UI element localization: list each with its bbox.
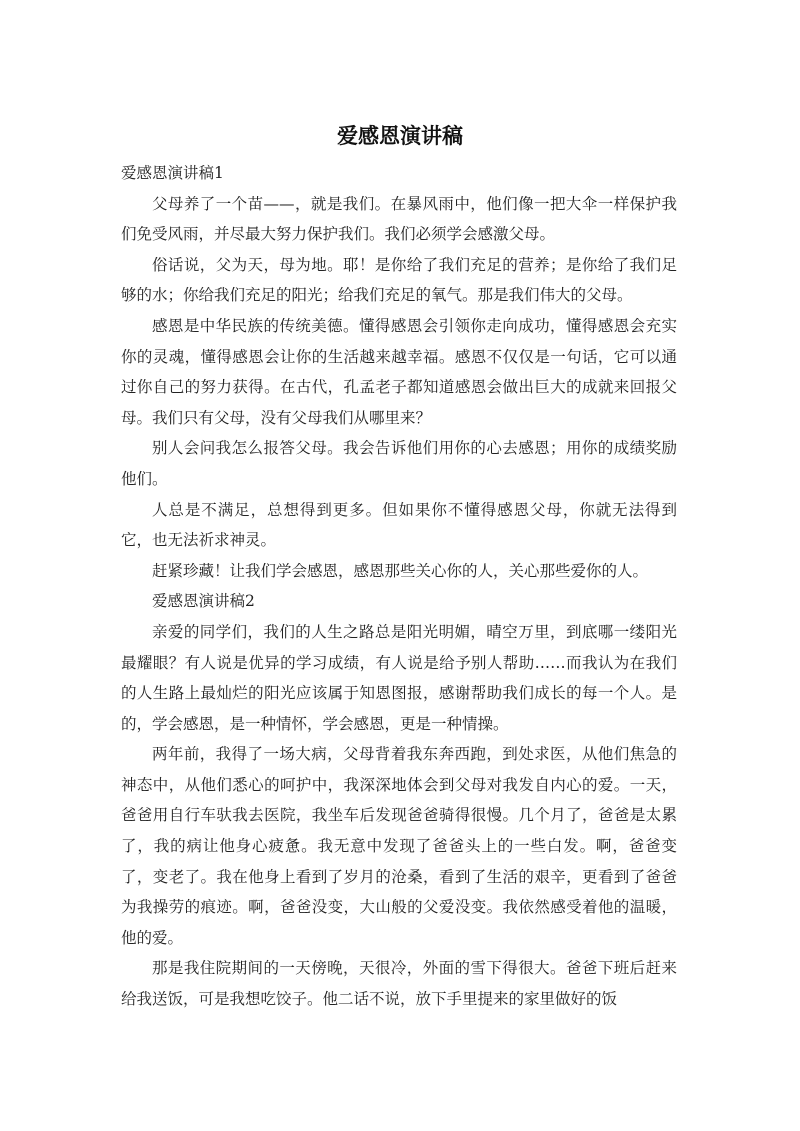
document-title: 爱感恩演讲稿 bbox=[337, 124, 463, 148]
paragraph: 俗话说，父为天，母为地。耶！是你给了我们充足的营养；是你给了我们足够的水；你给我们充足的阳光；给我们充足的氧气。那是我们伟大的父母。 bbox=[121, 255, 677, 305]
document-body bbox=[121, 158, 677, 1015]
paragraph: 父母养了一个苗——，就是我们。在暴风雨中，他们像一把大伞一样保护我们免受风雨，并尽最大努力保护我们。我们必须学会感激父母。 bbox=[121, 194, 677, 244]
paragraph: 人总是不满足，总想得到更多。但如果你不懂得感恩父母，你就无法得到它，也无法祈求神灵。 bbox=[121, 500, 677, 550]
paragraph: 赶紧珍藏！让我们学会感恩，感恩那些关心你的人，关心那些爱你的人。 bbox=[152, 561, 649, 580]
paragraph: 那是我住院期间的一天傍晚，天很冷，外面的雪下得很大。爸爸下班后赶来给我送饭，可是我想吃饺子。他二话不说，放下手里提来的家里做好的饭 bbox=[121, 959, 677, 1009]
paragraph: 亲爱的同学们，我们的人生之路总是阳光明媚，晴空万里，到底哪一缕阳光最耀眼？有人说是优异的学习成绩，有人说是给予别人帮助……而我认为在我们的人生路上最灿烂的阳光应该属于知恩图报，感谢帮助我们成长的每一个人。是的，学会感恩，是一种情怀，学会感恩，更是一种情操。 bbox=[121, 622, 677, 733]
paragraph: 感恩是中华民族的传统美德。懂得感恩会引领你走向成功，懂得感恩会充实你的灵魂，懂得感恩会让你的生活越来越幸福。感恩不仅仅是一句话，它可以通过你自己的努力获得。在古代，孔孟老子都知道感恩会做出巨大的成就来回报父母。我们只有父母，没有父母我们从哪里来？ bbox=[121, 316, 677, 427]
section-heading: 爱感恩演讲稿1 bbox=[121, 164, 224, 182]
section-heading: 爱感恩演讲稿2 bbox=[152, 592, 255, 611]
paragraph: 两年前，我得了一场大病，父母背着我东奔西跑，到处求医，从他们焦急的神态中，从他们悉心的呵护中，我深深地体会到父母对我发自内心的爱。一天，爸爸用自行车驮我去医院，我坐车后发现爸爸骑得很慢。几个月了，爸爸是太累了，我的病让他身心疲惫。我无意中发现了爸爸头上的一些白发。啊，爸爸变了，变老了。我在他身上看到了岁月的沧桑，看到了生活的艰辛，更看到了爸爸为我操劳的痕迹。啊，爸爸没变，大山般的父爱没变。我依然感受着他的温暖，他的爱。 bbox=[121, 745, 677, 947]
paragraph: 别人会问我怎么报答父母。我会告诉他们用你的心去感恩；用你的成绩奖励他们。 bbox=[121, 439, 677, 488]
